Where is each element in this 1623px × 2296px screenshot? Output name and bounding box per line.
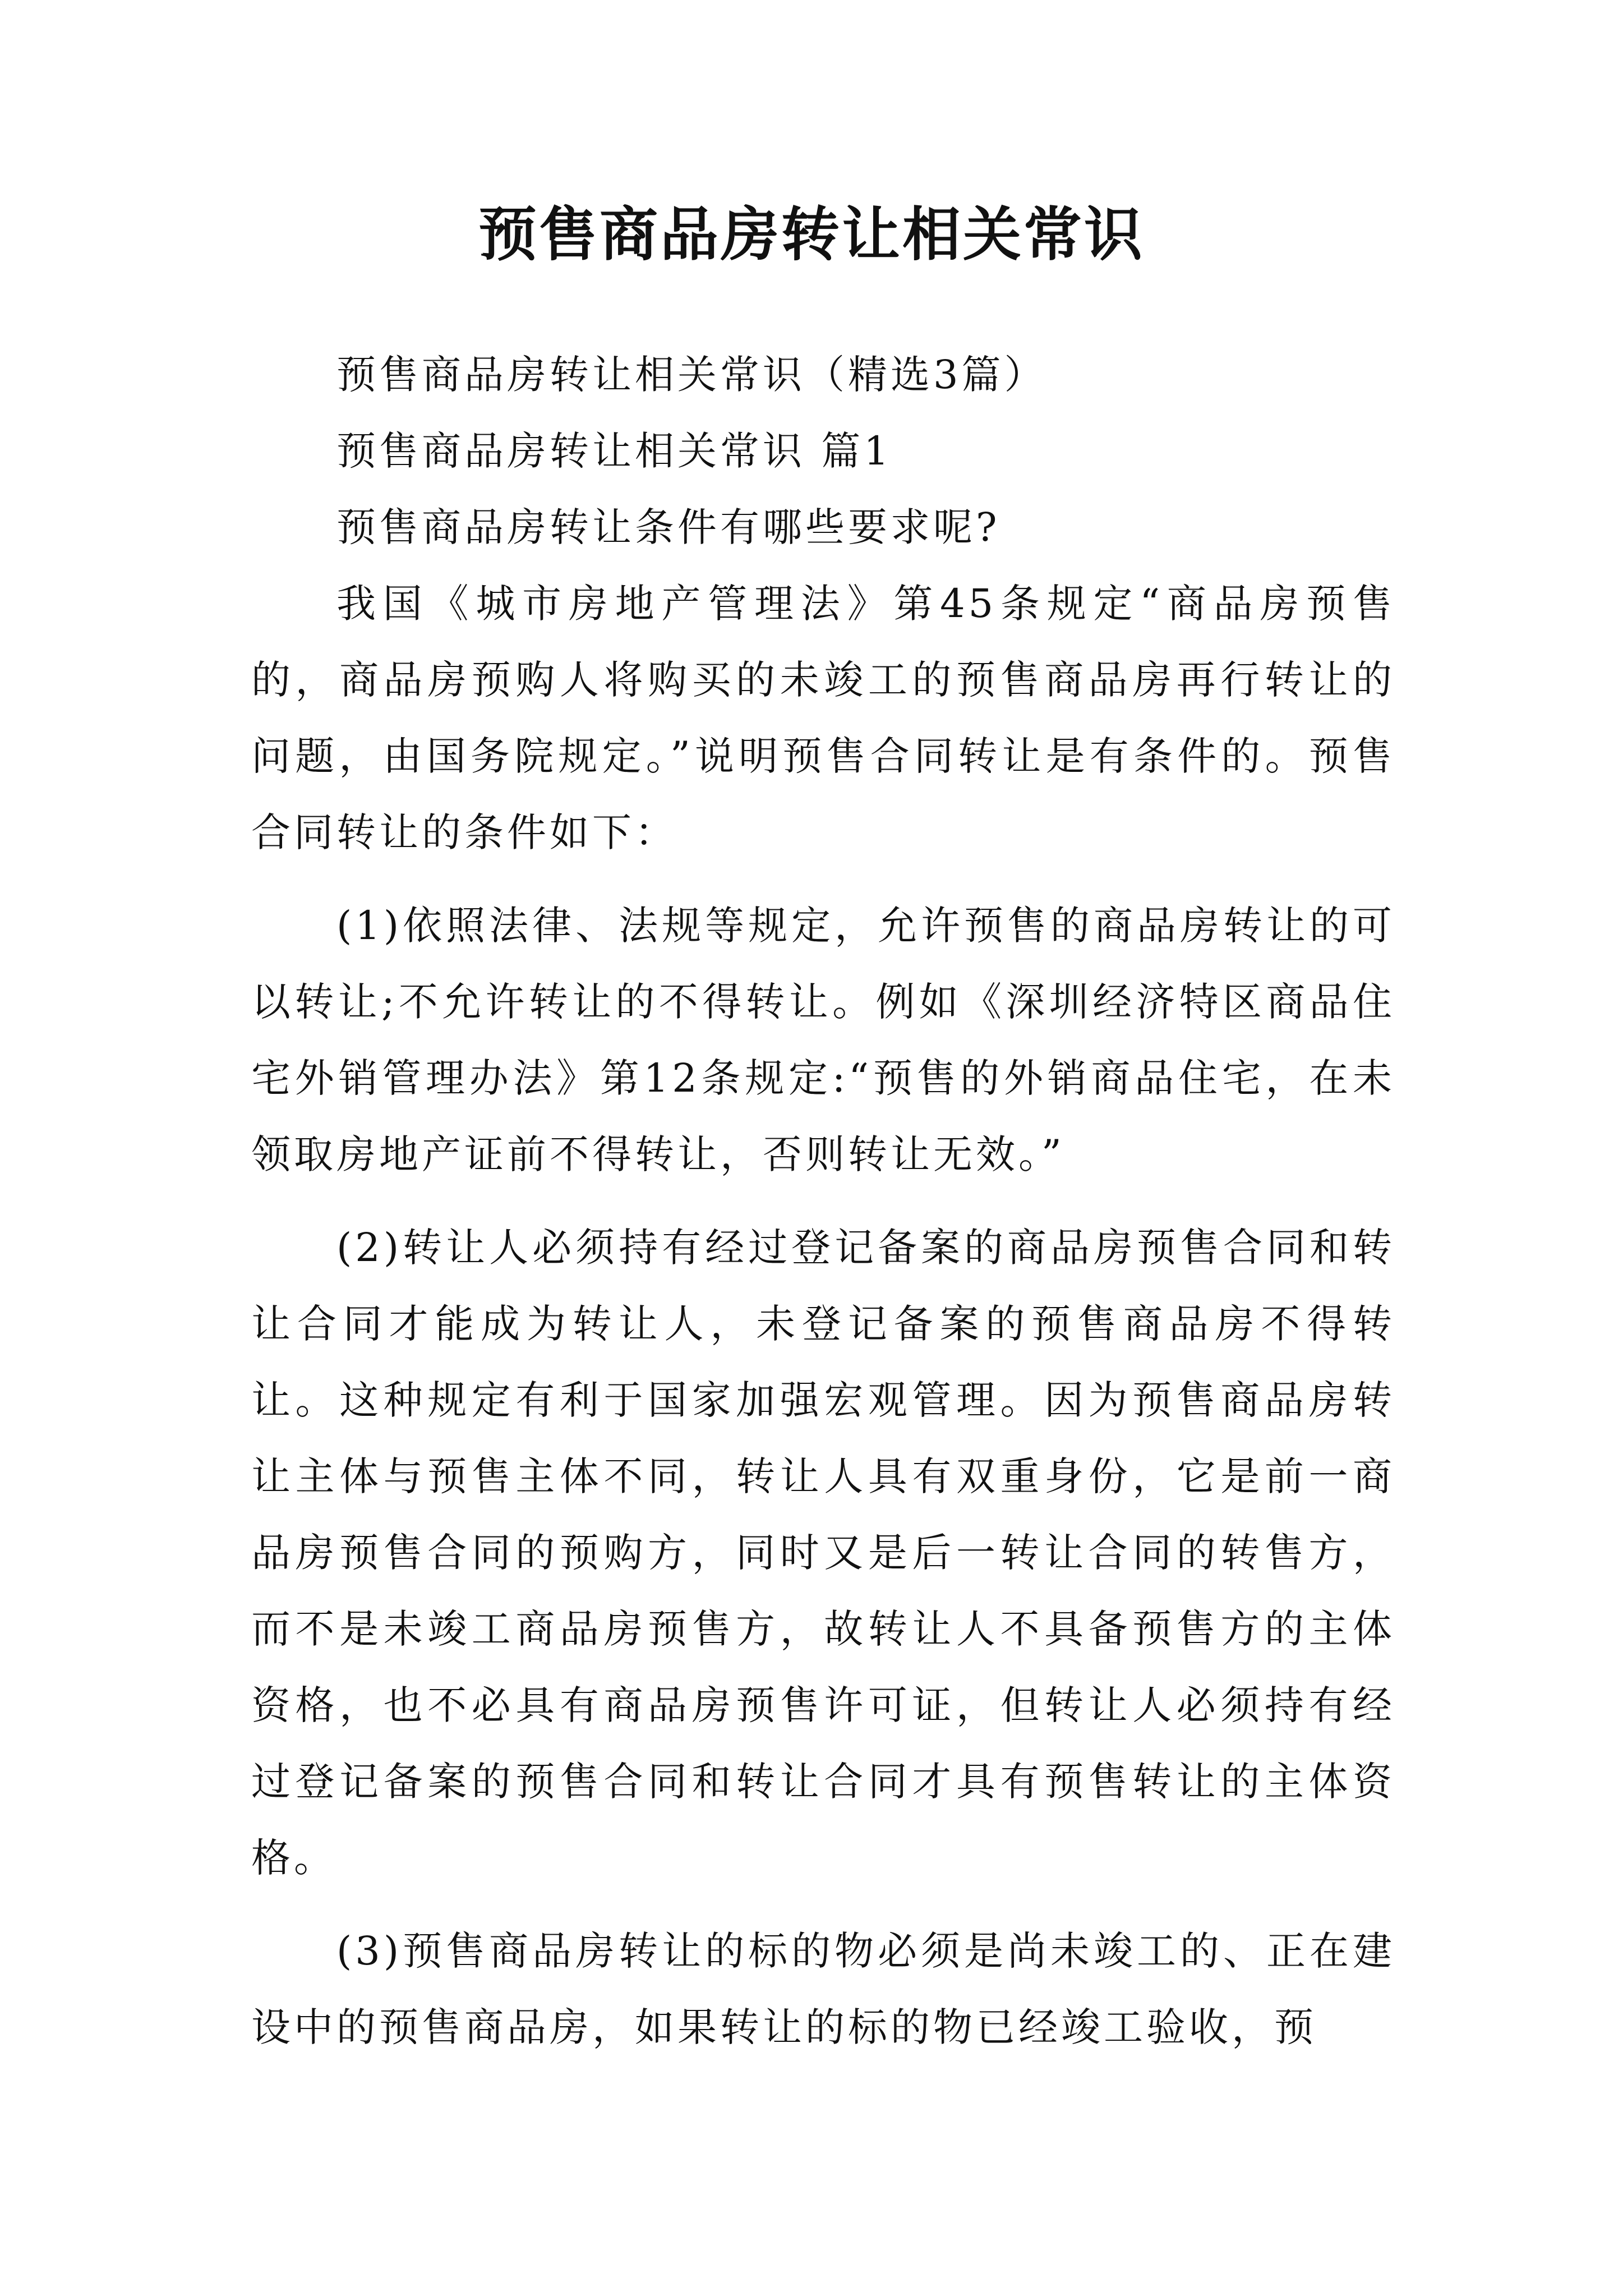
paragraph-subtitle: 预售商品房转让相关常识（精选3篇） <box>336 352 1047 398</box>
paragraph-section-heading: 预售商品房转让相关常识 篇1 <box>336 428 892 474</box>
paragraph-condition-1: (1)依照法律、法规等规定，允许预售的商品房转让的可以转让;不允许转让的不得转让。例如《深圳经济特区商品住宅外销管理办法》第12条规定:“预售的外销商品住宅，在未领取房地产证前不得转让，否则转让无效。” <box>251 903 1395 1177</box>
paragraph-condition-3: (3)预售商品房转让的标的物必须是尚未竣工的、正在建设中的预售商品房，如果转让的标的物已经竣工验收，预 <box>251 1928 1395 2050</box>
paragraph-condition-2: (2)转让人必须持有经过登记备案的商品房预售合同和转让合同才能成为转让人，未登记备案的预售商品房不得转让。这种规定有利于国家加强宏观管理。因为预售商品房转让主体与预售主体不同，转让人具有双重身份，它是前一商品房预售合同的预购方，同时又是后一转让合同的转售方，而不是未竣工商品房预售方，故转让人不具备预售方的主体资格，也不必具有商品房预售许可证，但转让人必须持有经过登记备案的预售合同和转让合同才具有预售转让的主体资格。 <box>251 1225 1395 1881</box>
paragraph-question: 预售商品房转让条件有哪些要求呢? <box>336 504 1000 550</box>
document-body <box>251 337 1395 2065</box>
document-title: 预售商品房转让相关常识 <box>478 200 1145 269</box>
paragraph-law-intro: 我国《城市房地产管理法》第45条规定“商品房预售的，商品房预购人将购买的未竣工的预售商品房再行转让的问题，由国务院规定。”说明预售合同转让是有条件的。预售合同转让的条件如下： <box>251 581 1395 855</box>
